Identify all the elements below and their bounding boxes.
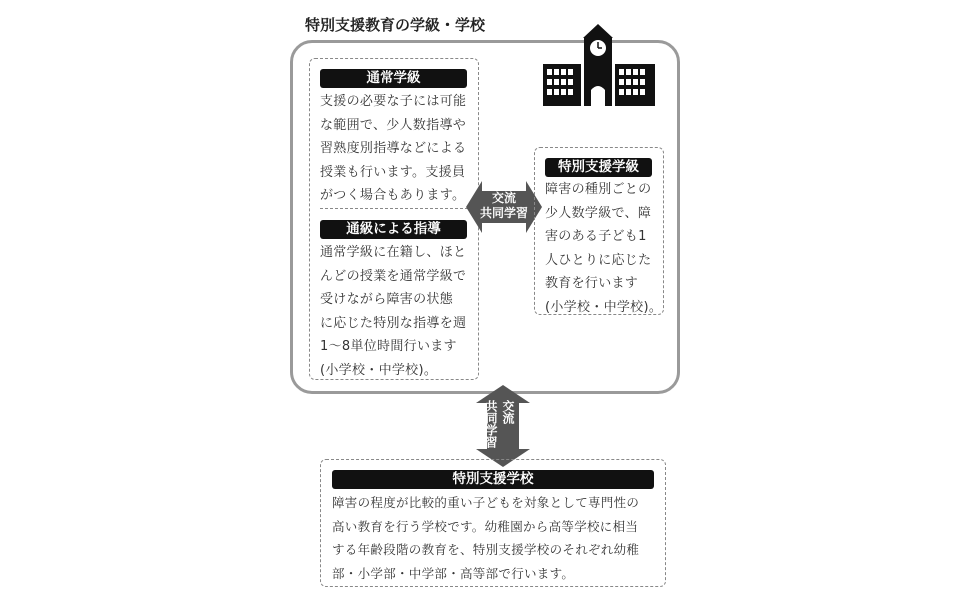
school-building-icon (543, 24, 655, 106)
special-school-text (332, 491, 664, 585)
text-line: 教育を行います (545, 276, 639, 291)
text-line: んどの授業を通常学級で (320, 268, 467, 284)
exchange-arrow-vertical-label (484, 400, 515, 454)
special-class-header: 特別支援学級 (545, 158, 652, 177)
text-line: 習熟度別指導などによる (320, 141, 467, 156)
text-line: する年齢段階の教育を、特別支援学校のそれぞれ幼稚 (332, 542, 640, 557)
text-line: に応じた特別な指導を週 (320, 315, 467, 331)
text-line: 障害の程度が比較的重い子どもを対象として専門性の (332, 495, 640, 510)
text-line: な範囲で、少人数指導や (320, 117, 467, 133)
arrow-label-column: 共同学習 (484, 400, 498, 448)
special-school-header: 特別支援学校 (332, 470, 654, 489)
text-line: (小学校・中学校)。 (320, 362, 438, 378)
arrow-label-line: 共同学習 (479, 206, 528, 220)
text-line: 支援の必要な子には可能 (320, 94, 467, 109)
resource-room-text (320, 241, 476, 382)
text-line: 害のある子ども1 (545, 229, 647, 244)
exchange-arrow-horizontal-label (478, 191, 530, 221)
text-line: 部・小学部・中学部・高等部で行います。 (332, 565, 575, 581)
text-line: 人ひとりに応じた (545, 252, 652, 268)
special-class-text (545, 178, 663, 319)
regular-class-text (320, 90, 476, 208)
text-line: 1～8単位時間行います (320, 339, 457, 354)
text-line: 少人数学級で、障 (545, 205, 652, 221)
text-line: 通常学級に在籍し、ほと (320, 245, 467, 260)
text-line: 高い教育を行う学校です。幼稚園から高等学校に相当 (332, 518, 639, 534)
resource-room-header: 通級による指導 (320, 220, 467, 239)
section-divider (320, 208, 468, 209)
page-title: 特別支援教育の学級・学校 (305, 16, 486, 34)
regular-class-header: 通常学級 (320, 69, 467, 88)
text-line: 障害の種別ごとの (545, 182, 652, 197)
text-line: 受けながら障害の状態 (320, 292, 454, 307)
text-line: (小学校・中学校)。 (545, 299, 663, 315)
text-line: がつく場合もあります。 (320, 188, 466, 203)
arrow-label-column: 交流 (501, 400, 515, 424)
arrow-label-line: 交流 (491, 191, 516, 205)
text-line: 授業も行います。支援員 (320, 164, 466, 180)
